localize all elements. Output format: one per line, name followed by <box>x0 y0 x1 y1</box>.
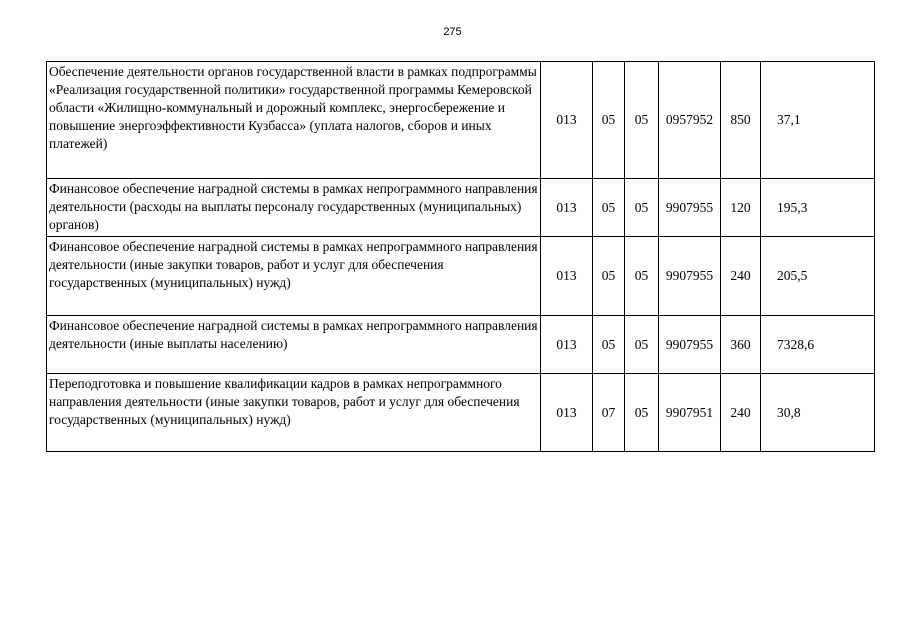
expense-type-code: 360 <box>721 316 761 374</box>
row-description: Обеспечение деятельности органов государственной власти в рамках подпрограммы «Реализация государственной политики» государственной программы Кемеровской области «Жилищно-коммунальный и дорожный комплекс, энергосбережение и повышение энергоэффективности Кузбасса» (уплата налогов, сборов и иных платежей) <box>47 62 541 179</box>
expense-type-code: 240 <box>721 237 761 316</box>
target-article-code: 9907955 <box>659 316 721 374</box>
ministry-code: 013 <box>541 237 593 316</box>
table-row <box>47 237 875 316</box>
expense-type-code: 120 <box>721 179 761 237</box>
section-code: 05 <box>593 179 625 237</box>
page-number: 275 <box>443 26 462 38</box>
expense-type-code: 240 <box>721 374 761 452</box>
target-article-code: 9907951 <box>659 374 721 452</box>
section-code: 05 <box>593 237 625 316</box>
row-description: Переподготовка и повышение квалификации кадров в рамках непрограммного направления деятельности (иные закупки товаров, работ и услуг для обеспечения государственных (муниципальных) нужд) <box>47 374 541 452</box>
amount: 37,1 <box>761 62 875 179</box>
table-row <box>47 179 875 237</box>
amount: 205,5 <box>761 237 875 316</box>
section-code: 07 <box>593 374 625 452</box>
expense-type-code: 850 <box>721 62 761 179</box>
target-article-code: 0957952 <box>659 62 721 179</box>
ministry-code: 013 <box>541 62 593 179</box>
target-article-code: 9907955 <box>659 237 721 316</box>
table-row <box>47 316 875 374</box>
row-description: Финансовое обеспечение наградной системы в рамках непрограммного направления деятельности (иные закупки товаров, работ и услуг для обеспечения государственных (муниципальных) нужд) <box>47 237 541 316</box>
row-description: Финансовое обеспечение наградной системы в рамках непрограммного направления деятельности (иные выплаты населению) <box>47 316 541 374</box>
ministry-code: 013 <box>541 374 593 452</box>
target-article-code: 9907955 <box>659 179 721 237</box>
subsection-code: 05 <box>625 374 659 452</box>
subsection-code: 05 <box>625 62 659 179</box>
budget-table <box>46 61 875 452</box>
ministry-code: 013 <box>541 316 593 374</box>
section-code: 05 <box>593 62 625 179</box>
ministry-code: 013 <box>541 179 593 237</box>
subsection-code: 05 <box>625 316 659 374</box>
amount: 30,8 <box>761 374 875 452</box>
amount: 7328,6 <box>761 316 875 374</box>
table-row <box>47 62 875 179</box>
row-description: Финансовое обеспечение наградной системы в рамках непрограммного направления деятельности (расходы на выплаты персоналу государственных (муниципальных) органов) <box>47 179 541 237</box>
section-code: 05 <box>593 316 625 374</box>
table-row <box>47 374 875 452</box>
amount: 195,3 <box>761 179 875 237</box>
subsection-code: 05 <box>625 179 659 237</box>
subsection-code: 05 <box>625 237 659 316</box>
